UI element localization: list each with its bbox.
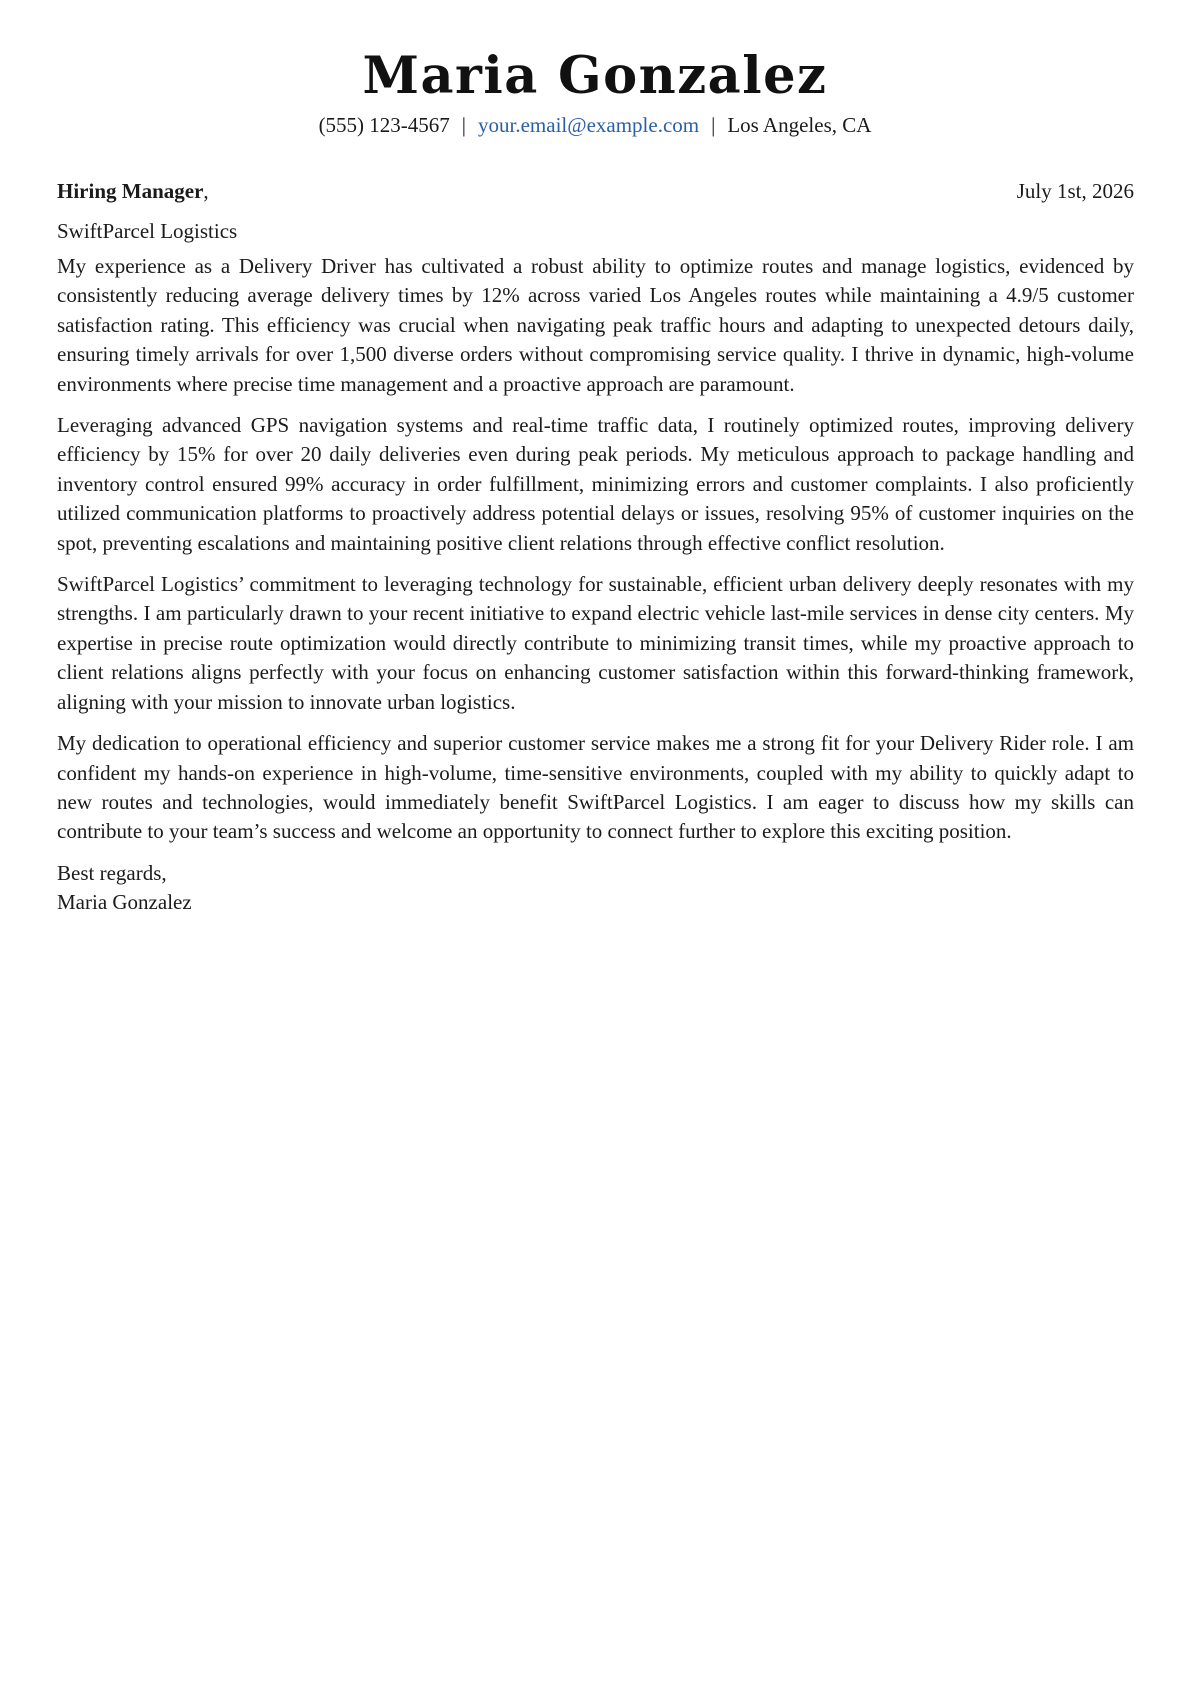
email-link[interactable]: your.email@example.com xyxy=(478,113,700,137)
letter-body xyxy=(57,252,1134,918)
contact-separator: | xyxy=(711,113,716,137)
recipient-date-row xyxy=(57,176,1134,206)
company-name: SwiftParcel Logistics xyxy=(57,219,238,243)
contact-line xyxy=(0,110,1190,140)
applicant-name: Maria Gonzalez xyxy=(362,46,828,106)
letter-header xyxy=(0,42,1190,140)
recipient-suffix: , xyxy=(203,179,209,203)
location: Los Angeles, CA xyxy=(727,113,872,137)
addressee-block xyxy=(57,176,1134,246)
body-paragraph: SwiftParcel Logistics’ commitment to leveraging technology for sustainable, efficient urban delivery deeply resonates with my strengths. I am particularly drawn to your recent initiative to expand electric vehicle last-mile services in dense city centers. My expertise in precise route optimization would directly contribute to minimizing transit times, while my proactive approach to client relations aligns perfectly with your focus on enhancing customer satisfaction within this forward-thinking framework, aligning with your mission to innovate urban logistics. xyxy=(57,572,1134,714)
closing-salutation: Best regards, xyxy=(57,860,167,885)
body-paragraph: My dedication to operational efficiency and superior customer service makes me a strong fit for your Delivery Rider role. I am confident my hands-on experience in high-volume, time-sensitive environments, coupled with my ability to quickly adapt to new routes and technologies, would immediately benefit SwiftParcel Logistics. I am eager to discuss how my skills can contribute to your team’s success and welcome an opportunity to connect further to explore this exciting position. xyxy=(57,731,1134,844)
phone-number: (555) 123-4567 xyxy=(318,113,450,137)
letter-date: July 1st, 2026 xyxy=(1016,179,1134,203)
body-paragraph: My experience as a Delivery Driver has cultivated a robust ability to optimize routes and manage logistics, evidenced by consistently reducing average delivery times by 12% across varied Los Angeles routes while maintaining a 4.9/5 customer satisfaction rating. This efficiency was crucial when navigating peak traffic hours and adapting to unexpected detours daily, ensuring timely arrivals for over 1,500 diverse orders without compromising service quality. I thrive in dynamic, high-volume environments where precise time management and a proactive approach are paramount. xyxy=(57,254,1134,396)
recipient xyxy=(57,176,209,206)
body-paragraph: Leveraging advanced GPS navigation systems and real-time traffic data, I routinely optimized routes, improving delivery efficiency by 15% for over 20 daily deliveries even during peak periods. My meticulous approach to package handling and inventory control ensured 99% accuracy in order fulfillment, minimizing errors and customer complaints. I also proficiently utilized communication platforms to proactively address potential delays or issues, resolving 95% of customer inquiries on the spot, preventing escalations and maintaining positive client relations through effective conflict resolution. xyxy=(57,413,1134,555)
recipient-name: Hiring Manager xyxy=(57,179,204,203)
closing-block xyxy=(57,859,1134,918)
contact-separator: | xyxy=(461,113,467,137)
closing-signature: Maria Gonzalez xyxy=(57,890,192,915)
